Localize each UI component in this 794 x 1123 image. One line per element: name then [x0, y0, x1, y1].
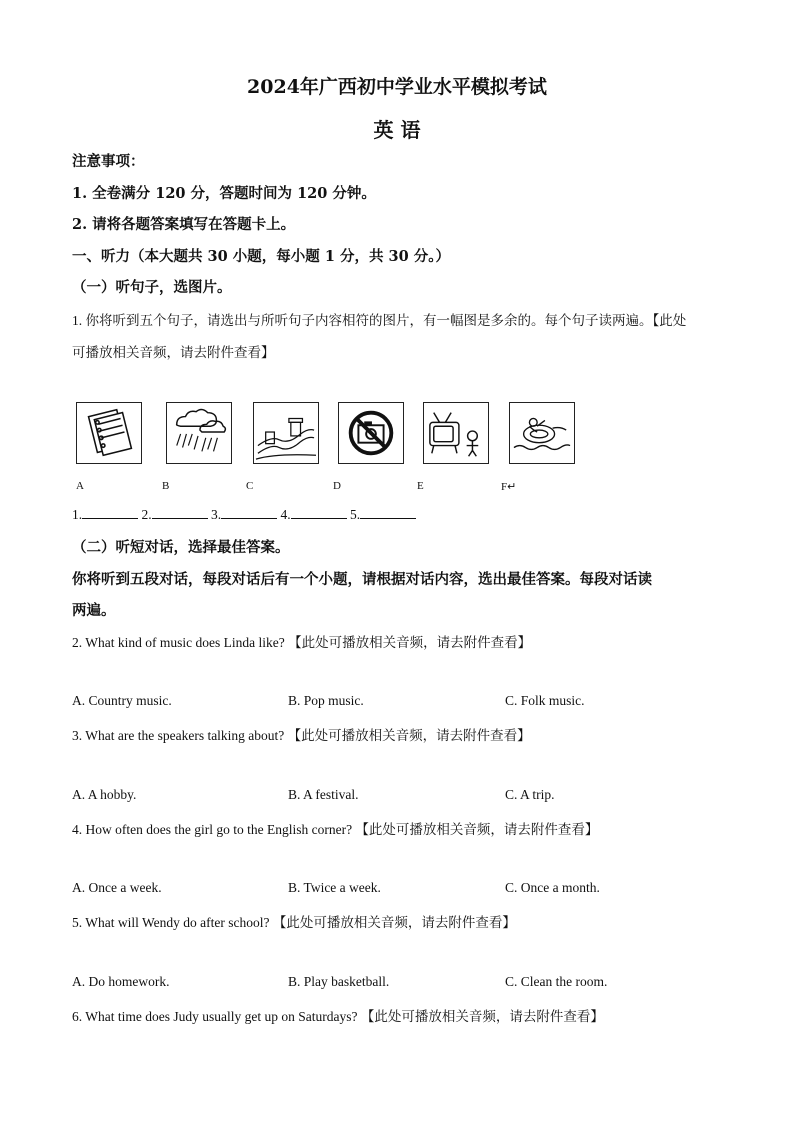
option-b[interactable]: B. Play basketball.	[288, 974, 390, 989]
part2-heading: （二）听短对话，选择最佳答案。	[72, 539, 290, 556]
picture-b	[166, 402, 232, 464]
blank-number: 5.	[350, 507, 361, 522]
answer-blanks-row	[72, 506, 416, 523]
part2-instruction-line2: 两遍。	[72, 602, 116, 619]
blank-number: 2.	[141, 507, 152, 522]
option-b[interactable]: B. A festival.	[288, 787, 359, 802]
option-a[interactable]: A. Country music.	[72, 693, 172, 708]
blank-number: 3.	[211, 507, 222, 522]
option-a[interactable]: A. Do homework.	[72, 974, 170, 989]
option-c[interactable]: C. Once a month.	[505, 880, 600, 895]
picture-label: F↵	[501, 481, 517, 493]
question-6: 6. What time does Judy usually get up on Saturdays? 【此处可播放相关音频，请去附件查看】	[72, 1009, 604, 1024]
option-c[interactable]: C. Folk music.	[505, 693, 585, 708]
option-c[interactable]: C. A trip.	[505, 787, 555, 802]
option-a[interactable]: A. Once a week.	[72, 880, 162, 895]
q1-instruction-line2: 可播放相关音频，请去附件查看】	[72, 345, 275, 360]
notice-item-1: 1. 全卷满分 120 分，答题时间为 120 分钟。	[72, 185, 376, 202]
notice-item-2: 2. 请将各题答案填写在答题卡上。	[72, 216, 296, 233]
picture-label: B	[162, 480, 170, 492]
rain-cloud-icon	[167, 403, 231, 463]
exam-title: 2024年广西初中学业水平模拟考试	[247, 76, 547, 98]
section-heading: 一、听力（本大题共 30 小题，每小题 1 分，共 30 分。）	[72, 248, 450, 265]
great-wall-icon	[254, 403, 318, 463]
answer-blank[interactable]	[221, 506, 277, 519]
notice-heading: 注意事项：	[72, 153, 145, 170]
answer-blank[interactable]	[291, 506, 347, 519]
question-5: 5. What will Wendy do after school? 【此处可播放相关音频，请去附件查看】	[72, 915, 516, 930]
option-b[interactable]: B. Twice a week.	[288, 880, 381, 895]
option-a[interactable]: A. A hobby.	[72, 787, 137, 802]
no-camera-icon	[339, 403, 403, 463]
part2-instruction-line1: 你将听到五段对话，每段对话后有一个小题，请根据对话内容，选出最佳答案。每段对话读	[72, 571, 652, 588]
picture-label: D	[333, 480, 341, 492]
option-b[interactable]: B. Pop music.	[288, 693, 364, 708]
picture-c	[253, 402, 319, 464]
picture-d	[338, 402, 404, 464]
option-c[interactable]: C. Clean the room.	[505, 974, 608, 989]
picture-a	[76, 402, 142, 464]
answer-blank[interactable]	[152, 506, 208, 519]
picture-f	[509, 402, 575, 464]
picture-label: E	[417, 480, 424, 492]
blank-number: 1.	[72, 507, 83, 522]
q1-instruction-line1: 1. 你将听到五个句子，请选出与所听句子内容相符的图片，有一幅图是多余的。每个句子读两遍。【此处	[72, 313, 687, 328]
part1-heading: （一）听句子，选图片。	[72, 279, 232, 296]
picture-label: C	[246, 480, 254, 492]
answer-blank[interactable]	[360, 506, 416, 519]
blank-number: 4.	[280, 507, 291, 522]
subject-title: 英 语	[373, 118, 421, 142]
question-2: 2. What kind of music does Linda like? 【此处可播放相关音频，请去附件查看】	[72, 635, 532, 650]
answer-blank[interactable]	[82, 506, 138, 519]
swimming-icon	[510, 403, 574, 463]
picture-e	[423, 402, 489, 464]
picture-label: A	[76, 480, 84, 492]
notebook-icon	[77, 403, 141, 463]
question-4: 4. How often does the girl go to the English corner? 【此处可播放相关音频，请去附件查看】	[72, 822, 599, 837]
tv-icon	[424, 403, 488, 463]
question-3: 3. What are the speakers talking about? 【此处可播放相关音频，请去附件查看】	[72, 728, 531, 743]
